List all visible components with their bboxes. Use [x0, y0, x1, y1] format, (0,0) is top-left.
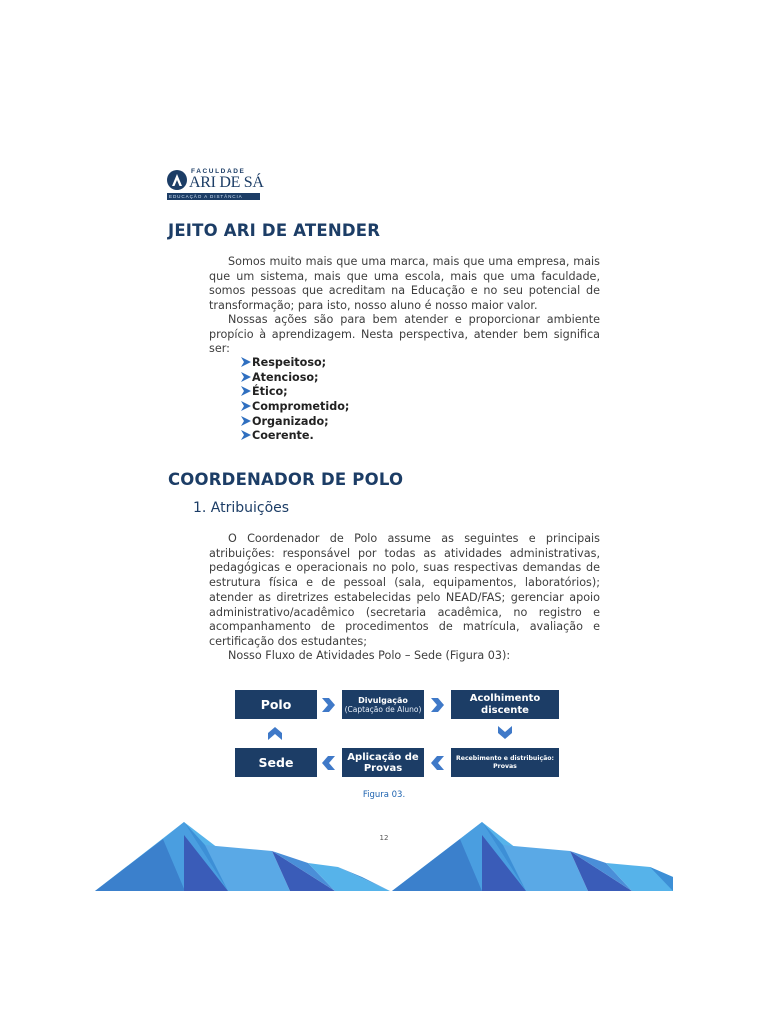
flow-box-acolhimento-label: Acolhimento — [469, 692, 541, 704]
arrow-bullet-icon — [240, 357, 252, 367]
flow-box-recebimento-label-line2: Provas — [493, 762, 517, 770]
paragraph-atribuicoes — [209, 532, 600, 650]
paragraph-actions-text: Nossas ações são para bem atender e proporcionar ambiente propício à aprendizagem. Nesta perspectiva, atender bem significa ser: — [209, 313, 600, 356]
arrow-bullet-icon — [240, 430, 252, 440]
arrow-bullet-icon — [240, 416, 252, 426]
flow-box-divulgacao — [342, 690, 424, 719]
list-item-label: Atencioso; — [252, 370, 319, 384]
list-item-label: Comprometido; — [252, 400, 350, 414]
chevron-left-icon — [430, 755, 445, 771]
logo-faculty-text: FACULDADE — [191, 168, 246, 175]
chevron-left-icon — [321, 755, 336, 771]
list-item-label: Organizado; — [252, 414, 329, 428]
flow-box-divulgacao-sublabel: (Captação de Aluno) — [344, 704, 422, 714]
qualities-list — [240, 356, 349, 444]
flow-box-aplicacao-label-line2: Provas — [363, 762, 403, 774]
flow-box-sede-label: Sede — [258, 755, 294, 770]
paragraph-fluxo-text: Nosso Fluxo de Atividades Polo – Sede (Figura 03): — [228, 649, 511, 662]
flow-box-sede — [235, 748, 317, 777]
flow-box-acolhimento — [451, 690, 559, 719]
list-item-label: Respeitoso; — [252, 356, 327, 369]
section-title-jeito-ari: JEITO ARI DE ATENDER — [168, 221, 381, 240]
flow-box-acolhimento-label-line2: discente — [481, 704, 529, 716]
list-item — [240, 429, 349, 444]
flow-box-aplicacao — [342, 748, 424, 777]
paragraph-atribuicoes-text: O Coordenador de Polo assume as seguintes e principais atribuições: responsável por todas as atividades administrativas, pedagógicas e operacionais no polo, suas respectivas demandas de estrutura física e de pessoal (sala, equipamentos, laboratórios); atender as diretrizes estabelecidas pelo NEAD/FAS; gerenciar apoio administrativo/acadêmico (secretaria acadêmica, no registro e acompanhamento de procedimentos de matrícula, avaliação e certificação dos estudantes; — [209, 532, 600, 648]
flow-box-polo — [235, 690, 317, 719]
subsection-title-atribuicoes: 1. Atribuições — [193, 500, 290, 516]
paragraph-intro — [209, 255, 600, 314]
chevron-up-icon — [267, 726, 283, 741]
paragraph-actions — [209, 313, 600, 357]
faculdade-ari-de-sa-logo — [167, 168, 264, 201]
list-item-label: Coerente. — [252, 429, 314, 443]
paragraph-fluxo — [209, 649, 600, 664]
figure-caption: Figura 03. — [362, 790, 406, 800]
list-item — [240, 385, 349, 400]
list-item — [240, 415, 349, 430]
flow-box-recebimento-label: Recebimento e distribuição: — [455, 754, 555, 762]
arrow-bullet-icon — [240, 372, 252, 382]
logo-name-text: ARI DE SÁ — [189, 174, 264, 191]
paragraph-intro-text: Somos muito mais que uma marca, mais que uma empresa, mais que um sistema, mais que uma escola, mais que uma faculdade, somos pessoas que acreditam na Educação e no seu potencial de transformação; para isto, nosso aluno é nosso maior valor. — [209, 255, 600, 313]
list-item — [240, 371, 349, 386]
section-title-coordenador: COORDENADOR DE POLO — [168, 470, 404, 489]
decorative-mountains-graphic — [0, 815, 768, 895]
arrow-bullet-icon — [240, 386, 252, 396]
logo-tagline-text: EDUCAÇÃO A DISTÂNCIA — [169, 194, 243, 199]
list-item-label: Ético; — [252, 385, 288, 399]
flow-box-divulgacao-label: Divulgação — [358, 695, 408, 705]
list-item — [240, 400, 349, 415]
flow-box-aplicacao-label: Aplicação de — [347, 751, 419, 763]
arrow-bullet-icon — [240, 401, 252, 411]
chevron-right-icon — [321, 697, 336, 713]
flow-box-recebimento — [451, 748, 559, 777]
logo-emblem-icon — [167, 170, 187, 190]
list-item — [240, 356, 349, 371]
flow-box-polo-label: Polo — [260, 697, 292, 712]
chevron-down-icon — [497, 725, 513, 740]
page-number: 12 — [379, 834, 389, 842]
chevron-right-icon — [430, 697, 445, 713]
